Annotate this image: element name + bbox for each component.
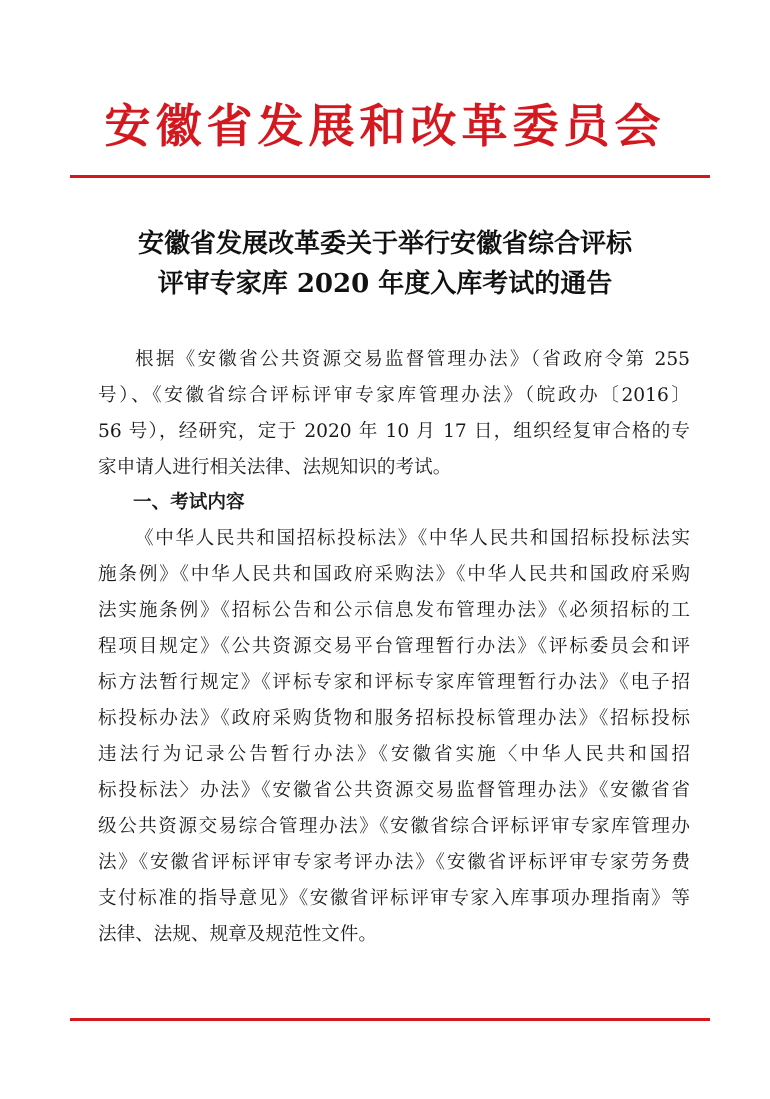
issuing-organization-header: 安徽省发展和改革委员会 [104,99,666,153]
intro-paragraph-line: 根据《安徽省公共资源交易监督管理办法》（省政府令第 255 [135,349,690,370]
exam-content-line: 标方法暂行规定》《评标专家和评标专家库管理暂行办法》《电子招 [98,672,690,693]
exam-content-line: 法》《安徽省评标评审专家考评办法》《安徽省评标评审专家劳务费 [98,852,690,873]
section-heading-exam-content: 一、考试内容 [133,492,245,513]
exam-content-line: 程项目规定》《公共资源交易平台管理暂行办法》《评标委员会和评 [98,636,690,657]
exam-content-line: 支付标准的指导意见》《安徽省评标评审专家入库事项办理指南》等 [98,888,690,909]
footer-red-rule [70,1018,710,1021]
intro-paragraph-line: 56 号），经研究，定于 2020 年 10 月 17 日，组织经复审合格的专 [98,421,690,442]
exam-content-line: 施条例》《中华人民共和国政府采购法》《中华人民共和国政府采购 [98,564,690,585]
exam-content-line: 《中华人民共和国招标投标法》《中华人民共和国招标投标法实 [135,528,690,549]
intro-paragraph-line: 号）、《安徽省综合评标评审专家库管理办法》（皖政办〔2016〕 [98,385,690,406]
document-title-line-1: 安徽省发展改革委关于举行安徽省综合评标 [137,229,632,259]
intro-paragraph-line: 家申请人进行相关法律、法规知识的考试。 [98,457,452,478]
header-red-rule [70,175,710,178]
exam-content-line: 法实施条例》《招标公告和公示信息发布管理办法》《必须招标的工 [98,600,690,621]
exam-content-line: 违法行为记录公告暂行办法》《安徽省实施〈中华人民共和国招 [98,744,690,765]
exam-content-line: 标投标办法》《政府采购货物和服务招标投标管理办法》《招标投标 [98,708,690,729]
exam-content-line: 标投标法〉办法》《安徽省公共资源交易监督管理办法》《安徽省省 [98,780,690,801]
exam-content-line: 级公共资源交易综合管理办法》《安徽省综合评标评审专家库管理办 [98,816,690,837]
document-title-line-2: 评审专家库 2020 年度入库考试的通告 [157,269,613,299]
exam-content-line: 法律、法规、规章及规范性文件。 [98,924,377,945]
